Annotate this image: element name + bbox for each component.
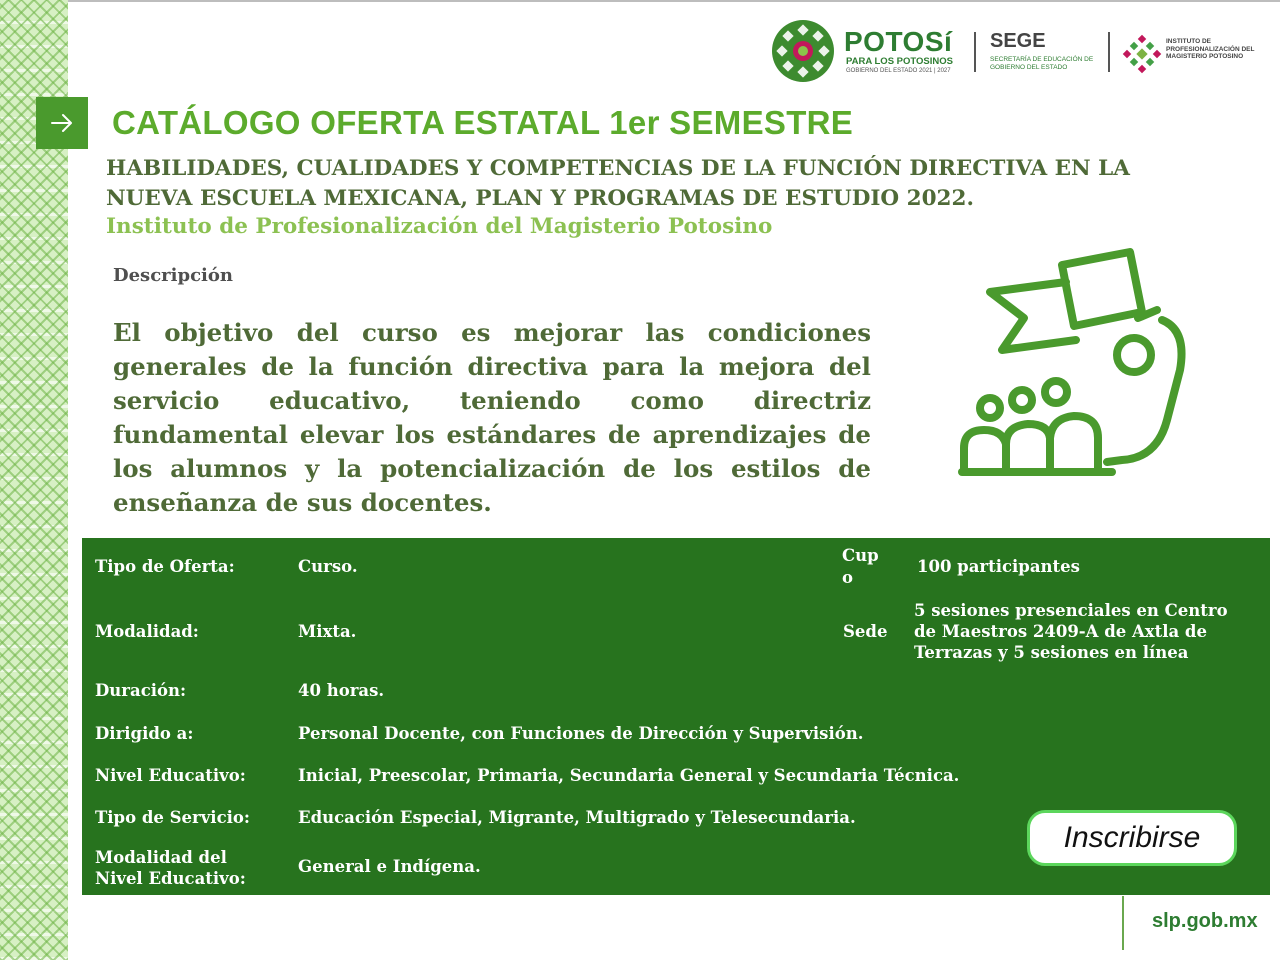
logo-divider <box>974 32 976 72</box>
footer-divider <box>1122 896 1124 950</box>
sede-value: 5 sesiones presenciales en Centro de Maestros 2409-A de Axtla de Terrazas y 5 sesiones en línea <box>914 601 1228 662</box>
footer-url-link[interactable]: slp.gob.mx <box>1152 910 1258 932</box>
sege-name: SEGE <box>990 30 1046 52</box>
description-label: Descripción <box>113 265 233 286</box>
course-title: HABILIDADES, CUALIDADES Y COMPETENCIAS DE LA FUNCIÓN DIRECTIVA EN LA NUEVA ESCUELA MEXICANA, PLAN Y PROGRAMAS DE ESTUDIO 2022. <box>106 156 1130 211</box>
dirigido-value: Personal Docente, con Funciones de Dirección y Supervisión. <box>298 724 864 743</box>
top-border <box>68 0 1280 2</box>
modalidad-value: Mixta. <box>298 622 357 641</box>
nivel-educativo-value: Inicial, Preescolar, Primaria, Secundaria General y Secundaria Técnica. <box>298 766 960 785</box>
modalidad-nivel-label: Modalidad del Nivel Educativo: <box>95 848 246 888</box>
header-logos <box>770 18 1260 88</box>
logo-sege <box>990 30 1100 72</box>
potosi-period: GOBIERNO DEL ESTADO 2021 | 2027 <box>846 68 951 74</box>
nivel-educativo-label: Nivel Educativo: <box>95 766 246 785</box>
cupo-label: Cup o <box>842 546 879 587</box>
tipo-oferta-label: Tipo de Oferta: <box>95 557 235 576</box>
modalidad-nivel-value: General e Indígena. <box>298 857 481 876</box>
modalidad-label: Modalidad: <box>95 622 199 641</box>
ipmp-name: INSTITUTO DE PROFESIONALIZACIÓN DEL MAGISTERIO POTOSINO <box>1166 38 1255 60</box>
duracion-value: 40 horas. <box>298 681 385 700</box>
logo-potosi <box>770 18 970 88</box>
enroll-button[interactable]: Inscribirse <box>1027 810 1237 866</box>
sege-subtitle: SECRETARÍA DE EDUCACIÓN DE GOBIERNO DEL ESTADO <box>990 56 1094 71</box>
tipo-oferta-value: Curso. <box>298 557 358 576</box>
arrow-right-button[interactable] <box>36 97 88 149</box>
potosi-tagline: PARA LOS POTOSINOS <box>846 56 953 67</box>
logo-divider <box>1108 32 1110 72</box>
tipo-servicio-value: Educación Especial, Migrante, Multigrado y Telesecundaria. <box>298 808 856 827</box>
team-flag-illustration-icon <box>952 240 1202 480</box>
catalog-title: CATÁLOGO OFERTA ESTATAL 1er SEMESTRE <box>112 104 854 141</box>
ipmp-emblem-icon <box>1122 34 1162 74</box>
tipo-servicio-label: Tipo de Servicio: <box>95 808 250 827</box>
dirigido-label: Dirigido a: <box>95 724 194 743</box>
arrow-right-icon <box>49 110 75 136</box>
potosi-emblem-icon <box>770 18 836 84</box>
sede-label: Sede <box>843 622 888 641</box>
duracion-label: Duración: <box>95 681 187 700</box>
course-description: El objetivo del curso es mejorar las condiciones generales de la función directiva para la mejora del servicio educativo, teniendo como directriz fundamental elevar los estándares de aprendizajes de los alumnos y la potencialización de los estilos de enseñanza de sus docentes. <box>113 318 871 517</box>
cupo-value: 100 participantes <box>917 557 1080 576</box>
institute-name: Instituto de Profesionalización del Magisterio Potosino <box>106 214 773 239</box>
potosi-name: POTOSí <box>844 26 953 57</box>
